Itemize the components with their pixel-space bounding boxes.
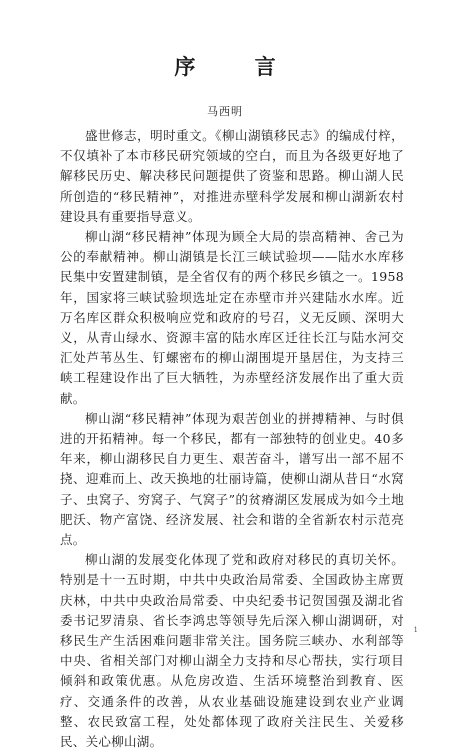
page-number: 1	[413, 626, 418, 634]
page-title: 序 言	[174, 54, 302, 79]
paragraph: 盛世修志，明时重文。《柳山湖镇移民志》的编成付梓，不仅填补了本市移民研究领域的空白，而且为各级更好地了解移民历史、解决移民问题提供了资鉴和思路。柳山湖人民所创造的“移民精神”，对推进赤壁科学发展和柳山湖新农村建设具有重要指导意义。	[60, 128, 404, 224]
paragraph: 柳山湖“移民精神”体现为艰苦创业的拼搏精神、与时俱进的开拓精神。每一个移民，都有一部独特的创业史。40多年来，柳山湖移民自力更生、艰苦奋斗，谱写出一部不屈不挠、迎难而上、改天换地的壮丽诗篇，使柳山湖从昔日“水窝子、虫窝子、穷窝子、气窝子”的贫瘠湖区发展成为如今土地肥沃、物产富饶、经济发展、社会和谐的全省新农村示范亮点。	[60, 410, 404, 548]
paragraph: 柳山湖的发展变化体现了党和政府对移民的真切关怀。特别是十一五时期，中共中央政治局常委、全国政协主席贾庆林，中共中央政治局常委、中央纪委书记贺国强及湖北省委书记罗清泉、省长李鸿忠等领导先后深入柳山湖调研，对移民生产生活困难问题非常关注。国务院三峡办、水利部等中央、省相关部门对柳山湖全力支持和尽心帮扶，实行项目倾斜和政策优惠。从危房改造、生活环境整治到教育、医疗、交通条件的改善，从农业基础设施建设到农业产业调整、农民致富工程，处处都体现了政府关注民生、关爱移民、关心柳山湖。	[60, 552, 404, 750]
author-name: 马西明	[207, 105, 243, 118]
paragraph: 柳山湖“移民精神”体现为顾全大局的崇高精神、舍己为公的奉献精神。柳山湖镇是长江三峡试验坝——陆水水库移民集中安置建制镇，是全省仅有的两个移民乡镇之一。1958年，国家将三峡试验坝选址定在赤壁市并兴建陆水水库。近万名库区群众积极响应党和政府的号召，义无反顾、深明大义，从青山绿水、资源丰富的陆水库区迁往长江与陆水河交汇处芦苇丛生、钉螺密布的柳山湖围堤开垦居住，为支持三峡工程建设作出了巨大牺牲，为赤壁经济发展作出了重大贡献。	[60, 229, 404, 406]
preface-body	[60, 126, 404, 752]
